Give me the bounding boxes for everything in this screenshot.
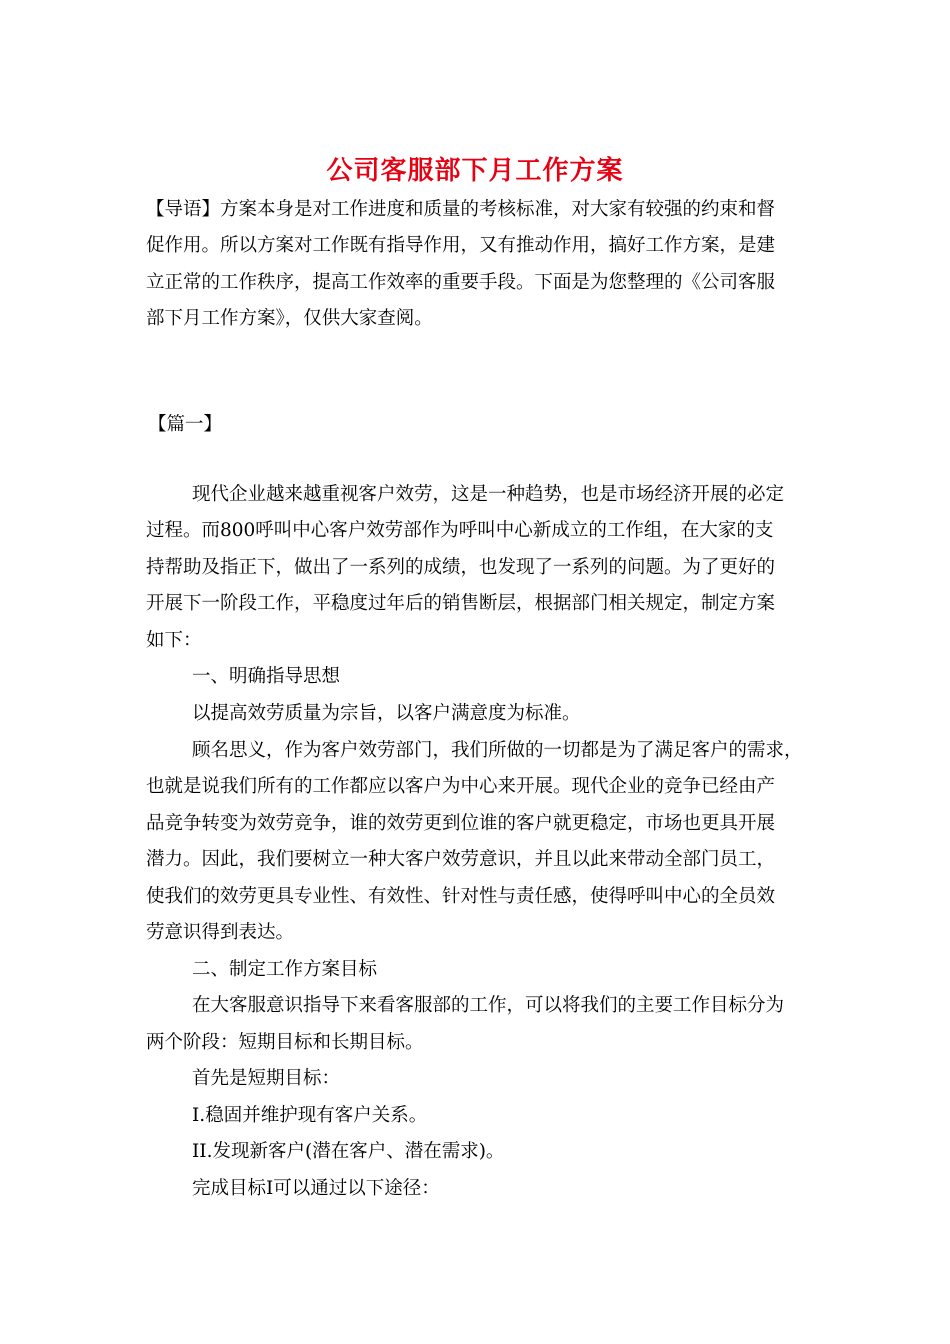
body-line: 以提高效劳质量为宗旨，以客户满意度为标准。 — [192, 703, 581, 724]
section-label: 【篇一】 — [148, 414, 223, 435]
body-line: 首先是短期目标： — [192, 1068, 341, 1089]
body-line: 使我们的效劳更具专业性、有效性、针对性与责任感，使得呼叫中心的全员效 — [146, 886, 776, 907]
intro-line: 【导语】方案本身是对工作进度和质量的考核标准，对大家有较强的约束和督 — [146, 199, 776, 220]
intro-line: 立正常的工作秩序，提高工作效率的重要手段。下面是为您整理的《公司客服 — [146, 272, 776, 293]
section-heading: 一、明确指导思想 — [192, 666, 341, 687]
body-line: 品竞争转变为效劳竞争，谁的效劳更到位谁的客户就更稳定，市场也更具开展 — [146, 813, 776, 834]
body-line: 如下： — [146, 630, 202, 651]
body-line: 潜力。因此，我们要树立一种大客户效劳意识，并且以此来带动全部门员工， — [146, 849, 776, 870]
list-item: II.发现新客户(潜在客户、潜在需求)。 — [192, 1141, 505, 1162]
document-title: 公司客服部下月工作方案 — [326, 156, 624, 186]
body-line: 过程。而800呼叫中心客户效劳部作为呼叫中心新成立的工作组，在大家的支 — [146, 520, 774, 541]
intro-line: 部下月工作方案》，仅供大家查阅。 — [146, 308, 433, 329]
body-line: 顾名思义，作为客户效劳部门，我们所做的一切都是为了满足客户的需求， — [192, 740, 803, 761]
section-heading: 二、制定工作方案目标 — [192, 959, 378, 980]
list-item: I.稳固并维护现有客户关系。 — [192, 1105, 428, 1126]
body-line: 也就是说我们所有的工作都应以客户为中心来开展。现代企业的竞争已经由产 — [146, 776, 776, 797]
body-line: 开展下一阶段工作，平稳度过年后的销售断层，根据部门相关规定，制定方案 — [146, 593, 776, 614]
body-line: 两个阶段：短期目标和长期目标。 — [146, 1032, 424, 1053]
body-line: 在大客服意识指导下来看客服部的工作，可以将我们的主要工作目标分为 — [192, 995, 785, 1016]
body-line: 完成目标I可以通过以下途径： — [192, 1178, 440, 1199]
body-line: 现代企业越来越重视客户效劳，这是一种趋势，也是市场经济开展的必定 — [192, 484, 785, 505]
body-line: 持帮助及指正下，做出了一系列的成绩，也发现了一系列的问题。为了更好的 — [146, 557, 776, 578]
body-line: 劳意识得到表达。 — [146, 922, 295, 943]
intro-line: 促作用。所以方案对工作既有指导作用，又有推动作用，搞好工作方案，是建 — [146, 235, 776, 256]
